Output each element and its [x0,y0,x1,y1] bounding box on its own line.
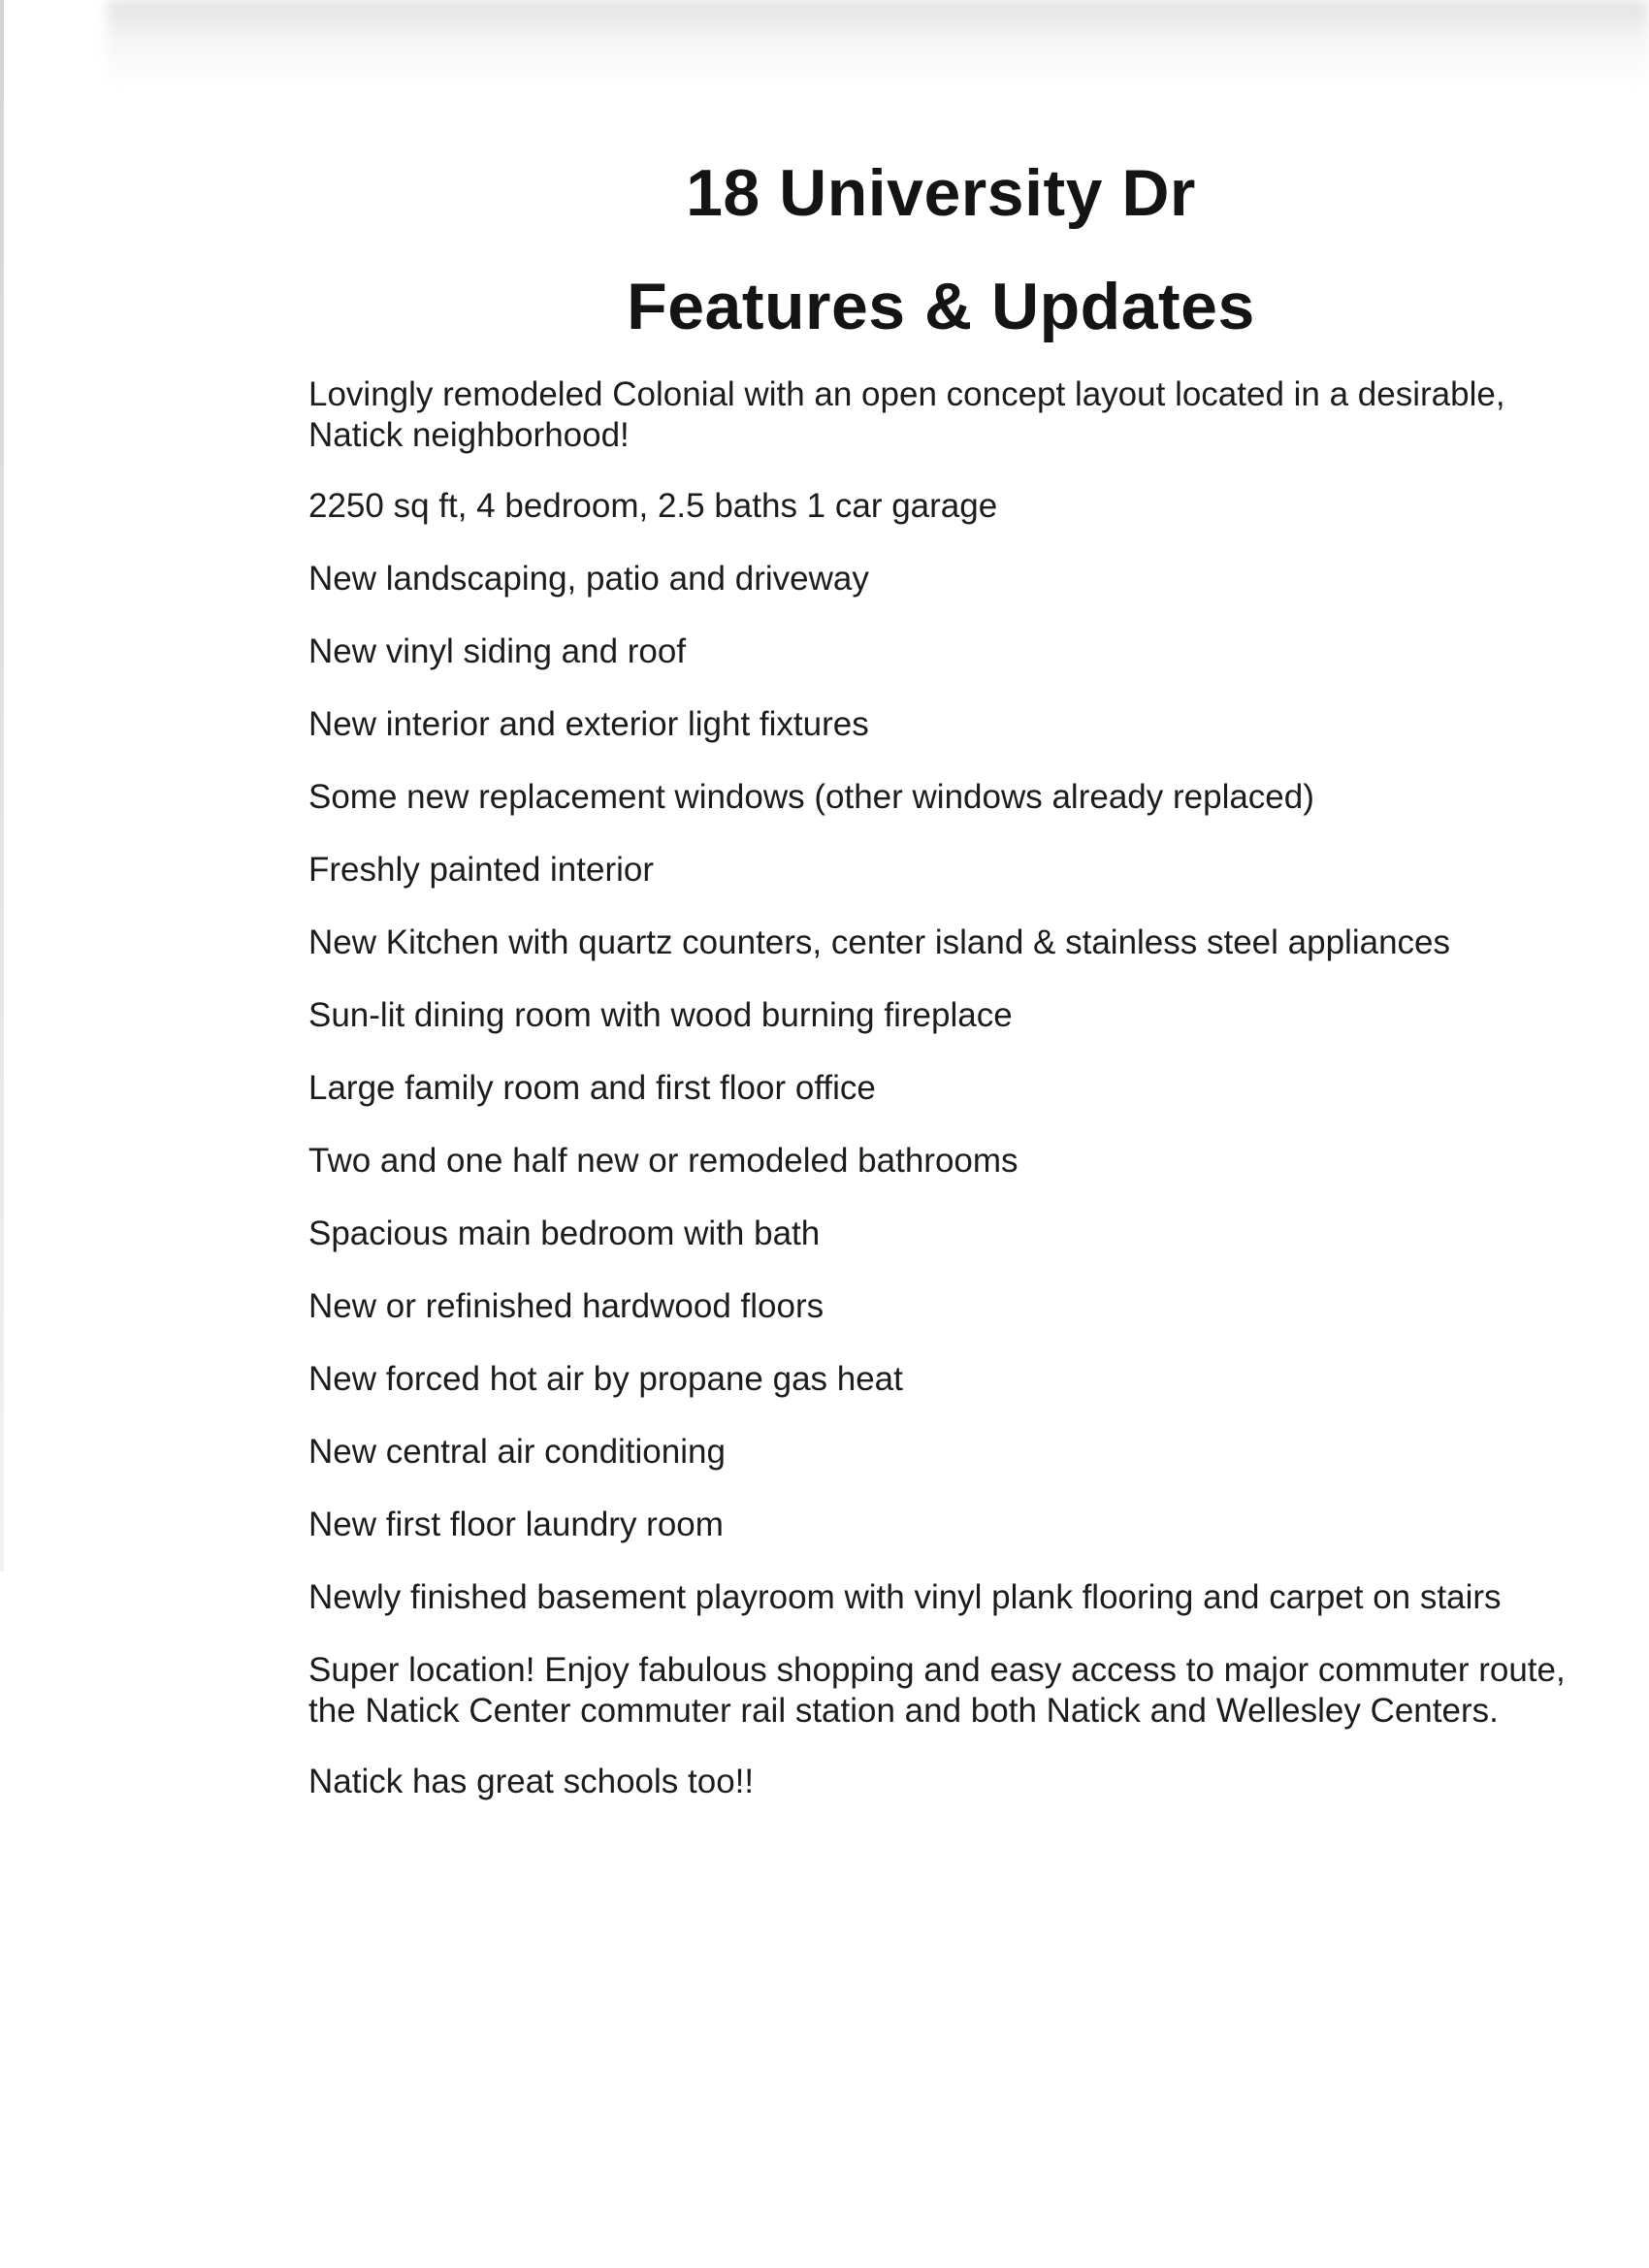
feature-item: Large family room and first floor office [308,1069,876,1107]
document-title: 18 University Dr [686,156,1196,230]
feature-item: New first floor laundry room [308,1506,724,1543]
feature-item: Natick has great schools too!! [308,1763,755,1800]
feature-item: Spacious main bedroom with bath [308,1215,821,1252]
feature-item: New Kitchen with quartz counters, center island & stainless steel appliances [308,923,1450,961]
feature-list [308,374,1599,1834]
feature-item: New forced hot air by propane gas heat [308,1360,903,1398]
feature-item: Newly finished basement playroom with vinyl plank flooring and carpet on stairs [308,1578,1502,1616]
feature-item: Some new replacement windows (other windows already replaced) [308,778,1314,816]
feature-item: Two and one half new or remodeled bathrooms [308,1142,1018,1180]
feature-item: Freshly painted interior [308,851,654,889]
feature-item: New or refinished hardwood floors [308,1287,824,1325]
feature-item: New interior and exterior light fixtures [308,705,869,743]
feature-item: New central air conditioning [308,1433,726,1471]
feature-item: Lovingly remodeled Colonial with an open concept layout located in a desirable, Natick neighborhood! [308,375,1505,454]
feature-item: New landscaping, patio and driveway [308,560,869,598]
feature-item: New vinyl siding and roof [308,632,687,670]
feature-item: 2250 sq ft, 4 bedroom, 2.5 baths 1 car garage [308,487,998,525]
feature-item: Sun-lit dining room with wood burning fireplace [308,996,1013,1034]
feature-item: Super location! Enjoy fabulous shopping and easy access to major commuter route, the Natick Center commuter rail station and both Natick and Wellesley Centers. [308,1651,1566,1730]
document-subtitle: Features & Updates [627,270,1255,343]
